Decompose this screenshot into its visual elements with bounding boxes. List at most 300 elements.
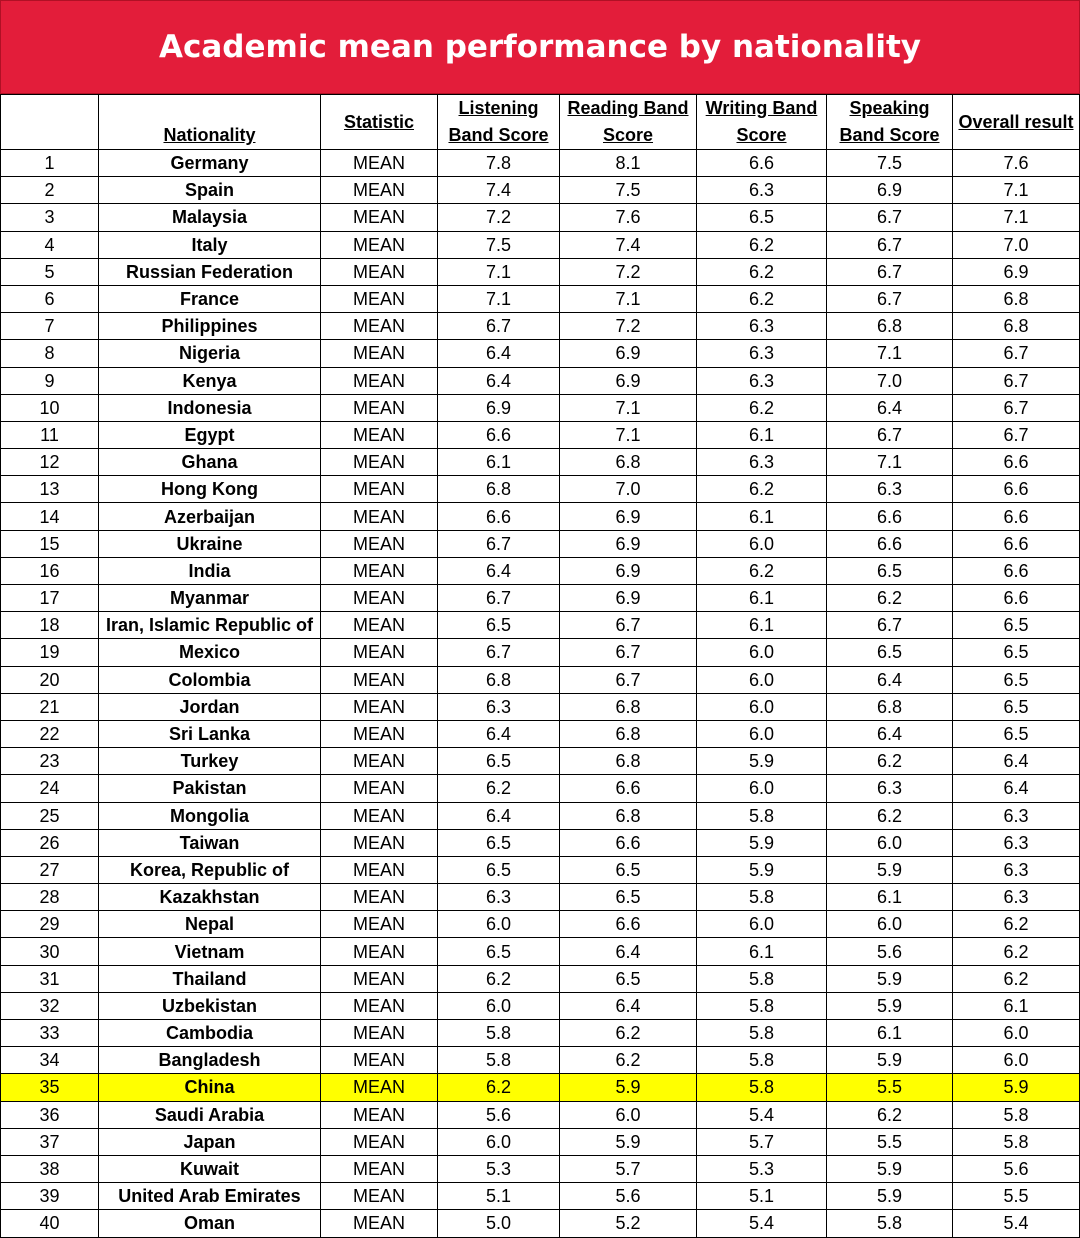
speaking-cell: 6.7	[827, 612, 953, 639]
nationality-cell: Mongolia	[99, 802, 321, 829]
overall-cell: 6.9	[953, 258, 1080, 285]
reading-cell: 6.4	[560, 992, 697, 1019]
table-row	[1, 911, 1080, 938]
writing-cell: 6.1	[697, 421, 827, 448]
listening-cell: 6.2	[438, 1074, 560, 1101]
rank-cell: 15	[1, 530, 99, 557]
statistic-cell: MEAN	[321, 530, 438, 557]
listening-cell: 6.4	[438, 367, 560, 394]
speaking-cell: 6.4	[827, 666, 953, 693]
speaking-cell: 6.9	[827, 177, 953, 204]
rank-cell: 12	[1, 449, 99, 476]
statistic-cell: MEAN	[321, 421, 438, 448]
rank-cell: 28	[1, 884, 99, 911]
rank-cell: 6	[1, 285, 99, 312]
speaking-cell: 5.9	[827, 856, 953, 883]
rank-cell: 20	[1, 666, 99, 693]
listening-cell: 7.2	[438, 204, 560, 231]
statistic-cell: MEAN	[321, 1183, 438, 1210]
overall-cell: 6.4	[953, 775, 1080, 802]
listening-cell: 6.1	[438, 449, 560, 476]
table-row	[1, 612, 1080, 639]
rank-cell: 11	[1, 421, 99, 448]
rank-cell: 32	[1, 992, 99, 1019]
writing-cell: 5.8	[697, 1020, 827, 1047]
writing-cell: 6.6	[697, 150, 827, 177]
speaking-cell: 6.1	[827, 1020, 953, 1047]
overall-cell: 6.0	[953, 1047, 1080, 1074]
nationality-cell: Italy	[99, 231, 321, 258]
speaking-cell: 6.4	[827, 394, 953, 421]
reading-cell: 6.8	[560, 693, 697, 720]
statistic-cell: MEAN	[321, 693, 438, 720]
overall-cell: 6.7	[953, 367, 1080, 394]
listening-cell: 6.7	[438, 313, 560, 340]
speaking-cell: 6.8	[827, 693, 953, 720]
nationality-cell: Myanmar	[99, 585, 321, 612]
writing-cell: 6.2	[697, 394, 827, 421]
speaking-cell: 6.2	[827, 748, 953, 775]
nationality-cell: Oman	[99, 1210, 321, 1237]
rank-cell: 40	[1, 1210, 99, 1237]
listening-cell: 6.4	[438, 720, 560, 747]
statistic-cell: MEAN	[321, 1128, 438, 1155]
rank-cell: 37	[1, 1128, 99, 1155]
statistic-cell: MEAN	[321, 1210, 438, 1237]
listening-cell: 6.2	[438, 965, 560, 992]
table-row-highlighted	[1, 1074, 1080, 1101]
overall-cell: 6.3	[953, 802, 1080, 829]
rank-cell: 30	[1, 938, 99, 965]
listening-cell: 6.0	[438, 911, 560, 938]
speaking-cell: 6.6	[827, 503, 953, 530]
statistic-cell: MEAN	[321, 585, 438, 612]
listening-cell: 5.6	[438, 1101, 560, 1128]
statistic-cell: MEAN	[321, 367, 438, 394]
speaking-cell: 5.9	[827, 992, 953, 1019]
rank-cell: 16	[1, 557, 99, 584]
table-row	[1, 1128, 1080, 1155]
rank-cell: 14	[1, 503, 99, 530]
writing-cell: 6.3	[697, 367, 827, 394]
statistic-cell: MEAN	[321, 911, 438, 938]
overall-cell: 6.7	[953, 394, 1080, 421]
writing-cell: 5.9	[697, 748, 827, 775]
statistic-cell: MEAN	[321, 476, 438, 503]
table-row	[1, 557, 1080, 584]
listening-cell: 6.2	[438, 775, 560, 802]
statistic-cell: MEAN	[321, 748, 438, 775]
writing-cell: 5.8	[697, 802, 827, 829]
reading-cell: 6.9	[560, 557, 697, 584]
overall-cell: 6.3	[953, 829, 1080, 856]
reading-cell: 8.1	[560, 150, 697, 177]
overall-cell: 5.5	[953, 1183, 1080, 1210]
writing-cell: 5.4	[697, 1210, 827, 1237]
statistic-cell: MEAN	[321, 938, 438, 965]
speaking-cell: 6.6	[827, 530, 953, 557]
overall-cell: 6.8	[953, 285, 1080, 312]
overall-cell: 6.0	[953, 1020, 1080, 1047]
speaking-cell: 6.1	[827, 884, 953, 911]
table-row	[1, 285, 1080, 312]
reading-cell: 7.1	[560, 285, 697, 312]
nationality-cell: France	[99, 285, 321, 312]
reading-cell: 6.8	[560, 748, 697, 775]
table-row	[1, 884, 1080, 911]
reading-cell: 7.2	[560, 313, 697, 340]
nationality-cell: Cambodia	[99, 1020, 321, 1047]
rank-cell: 36	[1, 1101, 99, 1128]
reading-cell: 5.6	[560, 1183, 697, 1210]
overall-cell: 7.0	[953, 231, 1080, 258]
listening-cell: 5.1	[438, 1183, 560, 1210]
nationality-cell: Spain	[99, 177, 321, 204]
writing-cell: 5.8	[697, 1047, 827, 1074]
overall-cell: 5.8	[953, 1128, 1080, 1155]
rank-cell: 22	[1, 720, 99, 747]
speaking-cell: 5.5	[827, 1128, 953, 1155]
writing-cell: 5.9	[697, 829, 827, 856]
table-row	[1, 666, 1080, 693]
statistic-cell: MEAN	[321, 258, 438, 285]
rank-cell: 25	[1, 802, 99, 829]
listening-cell: 6.6	[438, 503, 560, 530]
speaking-cell: 5.9	[827, 1183, 953, 1210]
reading-cell: 6.9	[560, 503, 697, 530]
nationality-cell: Kuwait	[99, 1155, 321, 1182]
reading-cell: 5.9	[560, 1128, 697, 1155]
overall-cell: 6.5	[953, 693, 1080, 720]
reading-cell: 6.0	[560, 1101, 697, 1128]
reading-cell: 6.8	[560, 720, 697, 747]
overall-cell: 6.6	[953, 476, 1080, 503]
reading-cell: 6.6	[560, 911, 697, 938]
writing-cell: 6.2	[697, 557, 827, 584]
table-body	[1, 150, 1080, 1238]
table-row	[1, 1183, 1080, 1210]
listening-cell: 6.5	[438, 856, 560, 883]
header-writing	[697, 95, 827, 150]
speaking-cell: 6.2	[827, 1101, 953, 1128]
speaking-cell: 6.2	[827, 802, 953, 829]
listening-cell: 6.4	[438, 557, 560, 584]
reading-cell: 6.4	[560, 938, 697, 965]
speaking-cell: 6.8	[827, 313, 953, 340]
overall-cell: 6.5	[953, 612, 1080, 639]
nationality-cell: Kenya	[99, 367, 321, 394]
listening-cell: 6.5	[438, 612, 560, 639]
writing-cell: 6.1	[697, 612, 827, 639]
statistic-cell: MEAN	[321, 720, 438, 747]
speaking-cell: 6.0	[827, 911, 953, 938]
speaking-cell: 5.9	[827, 1155, 953, 1182]
nationality-cell: Kazakhstan	[99, 884, 321, 911]
writing-cell: 6.3	[697, 313, 827, 340]
overall-cell: 5.8	[953, 1101, 1080, 1128]
header-nationality: Nationality	[99, 95, 321, 150]
table-row	[1, 938, 1080, 965]
nationality-cell: Malaysia	[99, 204, 321, 231]
nationality-cell: Saudi Arabia	[99, 1101, 321, 1128]
table-row	[1, 775, 1080, 802]
table-row	[1, 231, 1080, 258]
writing-cell: 5.8	[697, 965, 827, 992]
rank-cell: 10	[1, 394, 99, 421]
rank-cell: 8	[1, 340, 99, 367]
reading-cell: 6.5	[560, 856, 697, 883]
rank-cell: 19	[1, 639, 99, 666]
table-row	[1, 421, 1080, 448]
writing-cell: 6.0	[697, 639, 827, 666]
listening-cell: 5.0	[438, 1210, 560, 1237]
writing-cell: 6.1	[697, 585, 827, 612]
overall-cell: 5.9	[953, 1074, 1080, 1101]
reading-cell: 6.9	[560, 367, 697, 394]
statistic-cell: MEAN	[321, 340, 438, 367]
table-title: Academic mean performance by nationality	[0, 0, 1080, 94]
overall-cell: 7.6	[953, 150, 1080, 177]
writing-cell: 6.2	[697, 476, 827, 503]
listening-cell: 7.1	[438, 285, 560, 312]
writing-cell: 6.0	[697, 911, 827, 938]
reading-cell: 5.7	[560, 1155, 697, 1182]
rank-cell: 21	[1, 693, 99, 720]
speaking-cell: 7.1	[827, 449, 953, 476]
performance-table	[0, 94, 1080, 1238]
table-row	[1, 639, 1080, 666]
statistic-cell: MEAN	[321, 394, 438, 421]
reading-cell: 6.7	[560, 612, 697, 639]
writing-cell: 5.3	[697, 1155, 827, 1182]
nationality-cell: Indonesia	[99, 394, 321, 421]
rank-cell: 7	[1, 313, 99, 340]
reading-cell: 5.9	[560, 1074, 697, 1101]
statistic-cell: MEAN	[321, 639, 438, 666]
speaking-cell: 6.3	[827, 476, 953, 503]
statistic-cell: MEAN	[321, 150, 438, 177]
rank-cell: 18	[1, 612, 99, 639]
rank-cell: 5	[1, 258, 99, 285]
nationality-cell: Jordan	[99, 693, 321, 720]
writing-cell: 6.3	[697, 340, 827, 367]
writing-cell: 6.0	[697, 693, 827, 720]
rank-cell: 2	[1, 177, 99, 204]
listening-cell: 7.4	[438, 177, 560, 204]
table-row	[1, 1210, 1080, 1237]
nationality-cell: India	[99, 557, 321, 584]
rank-cell: 39	[1, 1183, 99, 1210]
nationality-cell: Russian Federation	[99, 258, 321, 285]
reading-cell: 7.6	[560, 204, 697, 231]
header-speaking	[827, 95, 953, 150]
statistic-cell: MEAN	[321, 884, 438, 911]
table-row	[1, 748, 1080, 775]
overall-cell: 6.3	[953, 884, 1080, 911]
listening-cell: 6.0	[438, 992, 560, 1019]
overall-cell: 6.4	[953, 748, 1080, 775]
table-row	[1, 367, 1080, 394]
table-row	[1, 177, 1080, 204]
writing-cell: 5.8	[697, 884, 827, 911]
speaking-cell: 6.7	[827, 258, 953, 285]
table-row	[1, 802, 1080, 829]
statistic-cell: MEAN	[321, 557, 438, 584]
overall-cell: 6.5	[953, 666, 1080, 693]
rank-cell: 13	[1, 476, 99, 503]
writing-cell: 6.2	[697, 258, 827, 285]
table-row	[1, 503, 1080, 530]
writing-cell: 6.0	[697, 775, 827, 802]
speaking-cell: 6.7	[827, 231, 953, 258]
overall-cell: 6.2	[953, 911, 1080, 938]
listening-cell: 6.5	[438, 829, 560, 856]
table-row	[1, 1101, 1080, 1128]
statistic-cell: MEAN	[321, 503, 438, 530]
nationality-cell: Ghana	[99, 449, 321, 476]
header-overall: Overall result	[953, 95, 1080, 150]
header-listening	[438, 95, 560, 150]
rank-cell: 27	[1, 856, 99, 883]
overall-cell: 6.6	[953, 449, 1080, 476]
listening-cell: 6.0	[438, 1128, 560, 1155]
statistic-cell: MEAN	[321, 612, 438, 639]
overall-cell: 6.6	[953, 557, 1080, 584]
nationality-cell: Pakistan	[99, 775, 321, 802]
rank-cell: 26	[1, 829, 99, 856]
writing-cell: 6.2	[697, 285, 827, 312]
statistic-cell: MEAN	[321, 802, 438, 829]
speaking-cell: 6.2	[827, 585, 953, 612]
statistic-cell: MEAN	[321, 1047, 438, 1074]
overall-cell: 6.7	[953, 340, 1080, 367]
table-row	[1, 965, 1080, 992]
nationality-cell: Turkey	[99, 748, 321, 775]
listening-cell: 6.8	[438, 476, 560, 503]
reading-cell: 6.9	[560, 340, 697, 367]
nationality-cell: Colombia	[99, 666, 321, 693]
table-row	[1, 856, 1080, 883]
nationality-cell: Nigeria	[99, 340, 321, 367]
header-writing-label: Writing Band Score	[705, 98, 818, 145]
statistic-cell: MEAN	[321, 449, 438, 476]
statistic-cell: MEAN	[321, 1020, 438, 1047]
statistic-cell: MEAN	[321, 1074, 438, 1101]
overall-cell: 6.2	[953, 965, 1080, 992]
table-row	[1, 1155, 1080, 1182]
reading-cell: 7.2	[560, 258, 697, 285]
statistic-cell: MEAN	[321, 965, 438, 992]
speaking-cell: 6.0	[827, 829, 953, 856]
nationality-cell: Uzbekistan	[99, 992, 321, 1019]
listening-cell: 6.3	[438, 884, 560, 911]
listening-cell: 6.6	[438, 421, 560, 448]
listening-cell: 7.1	[438, 258, 560, 285]
overall-cell: 6.6	[953, 585, 1080, 612]
overall-cell: 6.6	[953, 503, 1080, 530]
table-row	[1, 150, 1080, 177]
nationality-cell: Taiwan	[99, 829, 321, 856]
table-row	[1, 340, 1080, 367]
table-row	[1, 449, 1080, 476]
rank-cell: 35	[1, 1074, 99, 1101]
listening-cell: 7.8	[438, 150, 560, 177]
writing-cell: 6.2	[697, 231, 827, 258]
statistic-cell: MEAN	[321, 1155, 438, 1182]
listening-cell: 6.5	[438, 938, 560, 965]
rank-cell: 4	[1, 231, 99, 258]
rank-cell: 3	[1, 204, 99, 231]
listening-cell: 6.4	[438, 340, 560, 367]
writing-cell: 6.0	[697, 720, 827, 747]
speaking-cell: 6.7	[827, 204, 953, 231]
speaking-cell: 5.9	[827, 965, 953, 992]
listening-cell: 6.3	[438, 693, 560, 720]
rank-cell: 29	[1, 911, 99, 938]
listening-cell: 6.7	[438, 530, 560, 557]
statistic-cell: MEAN	[321, 1101, 438, 1128]
reading-cell: 6.6	[560, 775, 697, 802]
listening-cell: 6.7	[438, 585, 560, 612]
reading-cell: 6.9	[560, 585, 697, 612]
rank-cell: 23	[1, 748, 99, 775]
statistic-cell: MEAN	[321, 856, 438, 883]
writing-cell: 6.5	[697, 204, 827, 231]
table-row	[1, 1047, 1080, 1074]
header-listening-label: Listening Band Score	[448, 98, 549, 145]
reading-cell: 6.6	[560, 829, 697, 856]
header-statistic: Statistic	[321, 95, 438, 150]
writing-cell: 6.0	[697, 530, 827, 557]
header-reading-label: Reading Band Score	[567, 98, 689, 145]
overall-cell: 6.3	[953, 856, 1080, 883]
statistic-cell: MEAN	[321, 177, 438, 204]
listening-cell: 5.3	[438, 1155, 560, 1182]
nationality-cell: Sri Lanka	[99, 720, 321, 747]
writing-cell: 6.3	[697, 177, 827, 204]
rank-cell: 1	[1, 150, 99, 177]
listening-cell: 6.9	[438, 394, 560, 421]
reading-cell: 7.0	[560, 476, 697, 503]
reading-cell: 6.2	[560, 1047, 697, 1074]
nationality-cell: Vietnam	[99, 938, 321, 965]
speaking-cell: 6.5	[827, 557, 953, 584]
reading-cell: 5.2	[560, 1210, 697, 1237]
table-row	[1, 829, 1080, 856]
reading-cell: 6.9	[560, 530, 697, 557]
speaking-cell: 5.5	[827, 1074, 953, 1101]
reading-cell: 6.8	[560, 449, 697, 476]
speaking-cell: 6.7	[827, 421, 953, 448]
overall-cell: 5.4	[953, 1210, 1080, 1237]
header-rank	[1, 95, 99, 150]
statistic-cell: MEAN	[321, 992, 438, 1019]
overall-cell: 6.2	[953, 938, 1080, 965]
nationality-cell: Korea, Republic of	[99, 856, 321, 883]
listening-cell: 6.7	[438, 639, 560, 666]
writing-cell: 5.9	[697, 856, 827, 883]
speaking-cell: 6.7	[827, 285, 953, 312]
reading-cell: 6.7	[560, 666, 697, 693]
rank-cell: 38	[1, 1155, 99, 1182]
table-row	[1, 585, 1080, 612]
writing-cell: 6.0	[697, 666, 827, 693]
statistic-cell: MEAN	[321, 775, 438, 802]
overall-cell: 6.7	[953, 421, 1080, 448]
table-row	[1, 720, 1080, 747]
header-speaking-label: Speaking Band Score	[839, 98, 940, 145]
table-row	[1, 394, 1080, 421]
